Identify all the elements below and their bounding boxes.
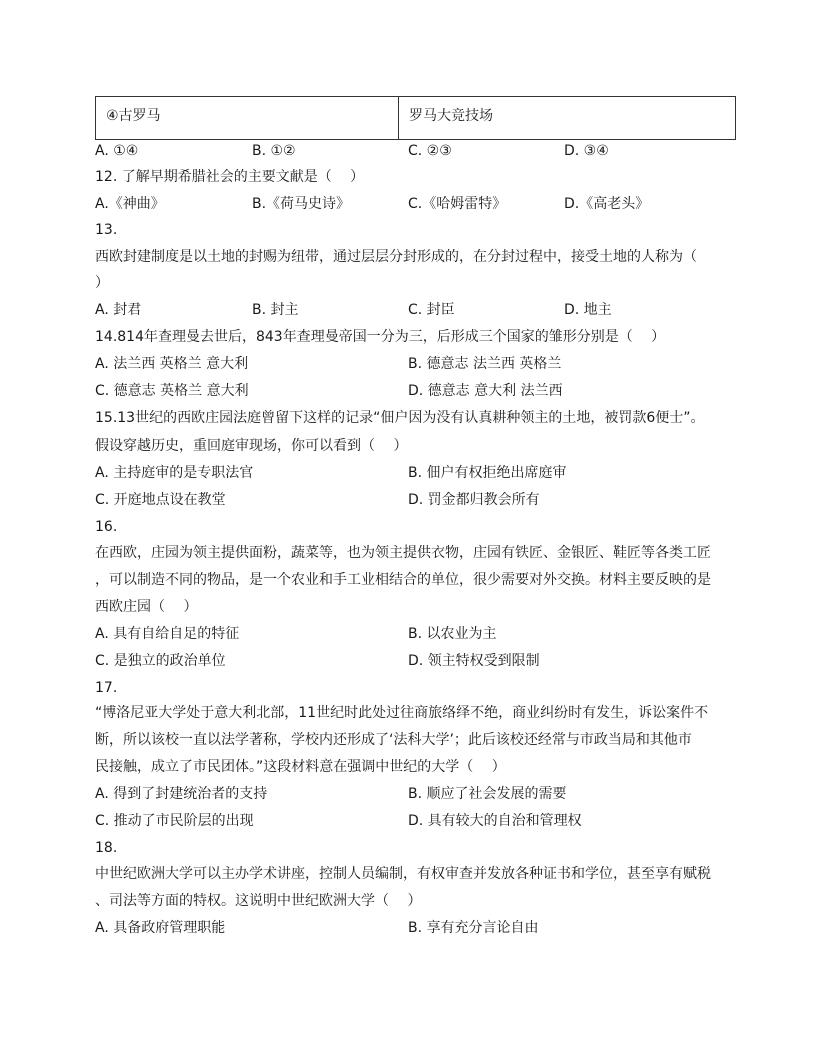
q16-number: 16. [95, 519, 118, 535]
q16-option-d: D. 领主特权受到限制 [408, 653, 540, 669]
q15-option-a: A. 主持庭审的是专职法官 [95, 465, 254, 481]
q17-stem-line2: 断，所以该校一直以法学著称，学校内还形成了‘法科大学’；此后该校还经常与市政当局和其他市 [95, 732, 692, 748]
q13-option-b: B. 封主 [252, 302, 299, 318]
q15-stem-line2: 假设穿越历史，重回庭审现场，你可以看到（ ） [95, 438, 408, 454]
q16-stem-line1: 在西欧，庄园为领主提供面粉，蔬菜等，也为领主提供衣物，庄园有铁匠、金银匠、鞋匠等各类工匠 [95, 545, 711, 561]
q17-stem-line3: 民接触，成立了市民团体。”这段材料意在强调中世纪的大学（ ） [95, 759, 506, 775]
q16-stem-line2: ，可以制造不同的物品，是一个农业和手工业相结合的单位，很少需要对外交换。材料主要反映的是 [95, 572, 711, 588]
table-cell-right: 罗马大竞技场 [409, 108, 493, 124]
q12-option-d: D.《高老头》 [564, 196, 650, 212]
table-cell-left: ④古罗马 [96, 97, 399, 139]
q17-option-c: C. 推动了市民阶层的出现 [95, 813, 254, 829]
q15-stem-line1: 15.13世纪的西欧庄园法庭曾留下这样的记录“佃户因为没有认真耕种领主的土地，被罚款6便士”。 [95, 410, 705, 426]
q16-option-c: C. 是独立的政治单位 [95, 653, 226, 669]
matching-table [95, 96, 736, 140]
q17-number: 17. [95, 680, 118, 696]
q11-option-d: D. ③④ [564, 143, 609, 159]
q17-stem-line1: “博洛尼亚大学处于意大利北部，11世纪时此处过往商旅络绎不绝，商业纠纷时有发生，诉讼案件不 [95, 705, 709, 721]
q17-option-a: A. 得到了封建统治者的支持 [95, 786, 268, 802]
q13-option-a: A. 封君 [95, 302, 142, 318]
q14-option-b: B. 德意志 法兰西 英格兰 [408, 356, 562, 372]
q18-stem-line2: 、司法等方面的特权。这说明中世纪欧洲大学（ ） [95, 893, 422, 909]
q17-option-b: B. 顺应了社会发展的需要 [408, 786, 567, 802]
q12-option-b: B.《荷马史诗》 [252, 196, 351, 212]
q12-stem: 12. 了解早期希腊社会的主要文献是（ ） [95, 169, 365, 185]
q18-number: 18. [95, 840, 118, 856]
q13-stem-line1: 西欧封建制度是以土地的封赐为纽带，通过层层分封形成的，在分封过程中，接受土地的人称为（ [95, 249, 697, 265]
q13-option-c: C. 封臣 [408, 302, 455, 318]
q11-option-b: B. ①② [252, 143, 296, 159]
q14-option-d: D. 德意志 意大利 法兰西 [408, 383, 563, 399]
q18-stem-line1: 中世纪欧洲大学可以主办学术讲座，控制人员编制，有权审查并发放各种证书和学位，甚至享有赋税 [95, 866, 711, 882]
q16-option-b: B. 以农业为主 [408, 626, 497, 642]
q18-option-a: A. 具备政府管理职能 [95, 920, 226, 936]
q17-option-d: D. 具有较大的自治和管理权 [408, 813, 582, 829]
q11-option-c: C. ②③ [408, 143, 452, 159]
q15-option-c: C. 开庭地点设在教堂 [95, 492, 226, 508]
q16-option-a: A. 具有自给自足的特征 [95, 626, 240, 642]
q11-option-a: A. ①④ [95, 143, 139, 159]
q14-option-a: A. 法兰西 英格兰 意大利 [95, 356, 249, 372]
q14-option-c: C. 德意志 英格兰 意大利 [95, 383, 249, 399]
q13-stem-line2: ） [95, 275, 109, 291]
q13-option-d: D. 地主 [564, 302, 612, 318]
q12-option-a: A.《神曲》 [95, 196, 165, 212]
q14-stem: 14.814年查理曼去世后，843年查理曼帝国一分为三，后形成三个国家的雏形分别是（ ） [95, 329, 666, 345]
q13-number: 13. [95, 222, 118, 238]
q16-stem-line3: 西欧庄园（ ） [95, 599, 198, 615]
q12-option-c: C.《哈姆雷特》 [408, 196, 507, 212]
q15-option-b: B. 佃户有权拒绝出席庭审 [408, 465, 567, 481]
q18-option-b: B. 享有充分言论自由 [408, 920, 539, 936]
q15-option-d: D. 罚金都归教会所有 [408, 492, 540, 508]
